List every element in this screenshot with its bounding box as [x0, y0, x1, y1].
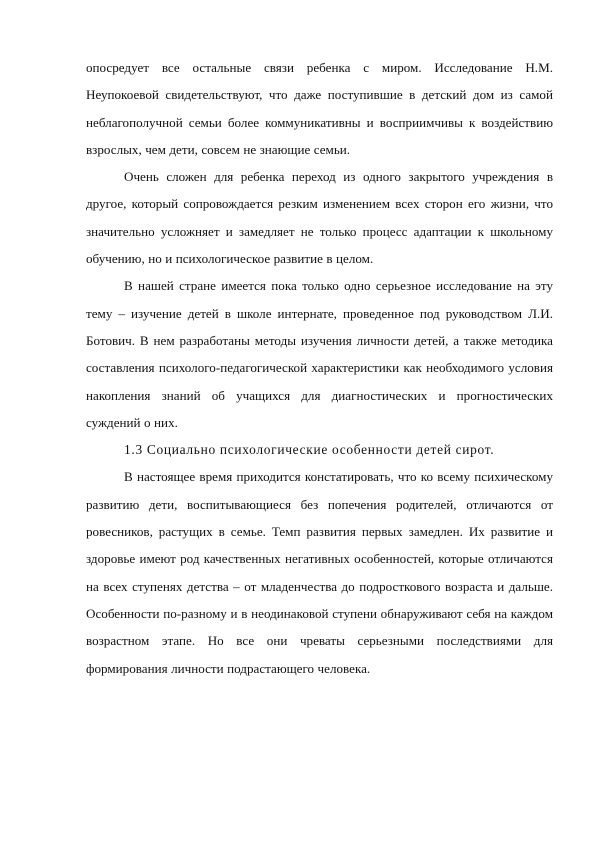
- paragraph-transition: Очень сложен для ребенка переход из одного закрытого учреждения в другое, который сопровождается резким изменением всех сторон его жизни, что значительно усложняет и замедляет не только процесс адаптации к школьному обучению, но и психологическое развитие в целом.: [86, 169, 553, 267]
- document-body: [86, 54, 553, 682]
- section-heading: 1.3 Социально психологические особенности детей сирот.: [124, 442, 495, 458]
- paragraph-continuation: опосредует все остальные связи ребенка с миром. Исследование Н.М. Неупокоевой свидетельствуют, что даже поступившие в детский дом из самой неблагополучной семьи более коммуникативны и восприимчивы к воздействию взрослых, чем дети, совсем не знающие семьи.: [86, 60, 553, 157]
- paragraph-development: В настоящее время приходится констатировать, что ко всему психическому развитию дети, воспитывающиеся без попечения родителей, отличаются от ровесников, растущих в семье. Темп развития первых замедлен. Их развитие и здоровье имеют род качественных негативных особенностей, которые отличаются на всех ступенях детства – от младенчества до подросткового возраста и дальше. Особенности по-разному и в неодинаковой ступени обнаруживают себя на каждом возрастном этапе. Но все они чреваты серьезными последствиями для формирования личности подрастающего человека.: [86, 469, 553, 676]
- paragraph-research: В нашей стране имеется пока только одно серьезное исследование на эту тему – изучение детей в школе интернате, проведенное под руководством Л.И. Ботович. В нем разработаны методы изучения личности детей, а также методика составления психолого-педагогической характеристики как необходимого условия накопления знаний об учащихся для диагностических и прогностических суждений о них.: [86, 278, 553, 430]
